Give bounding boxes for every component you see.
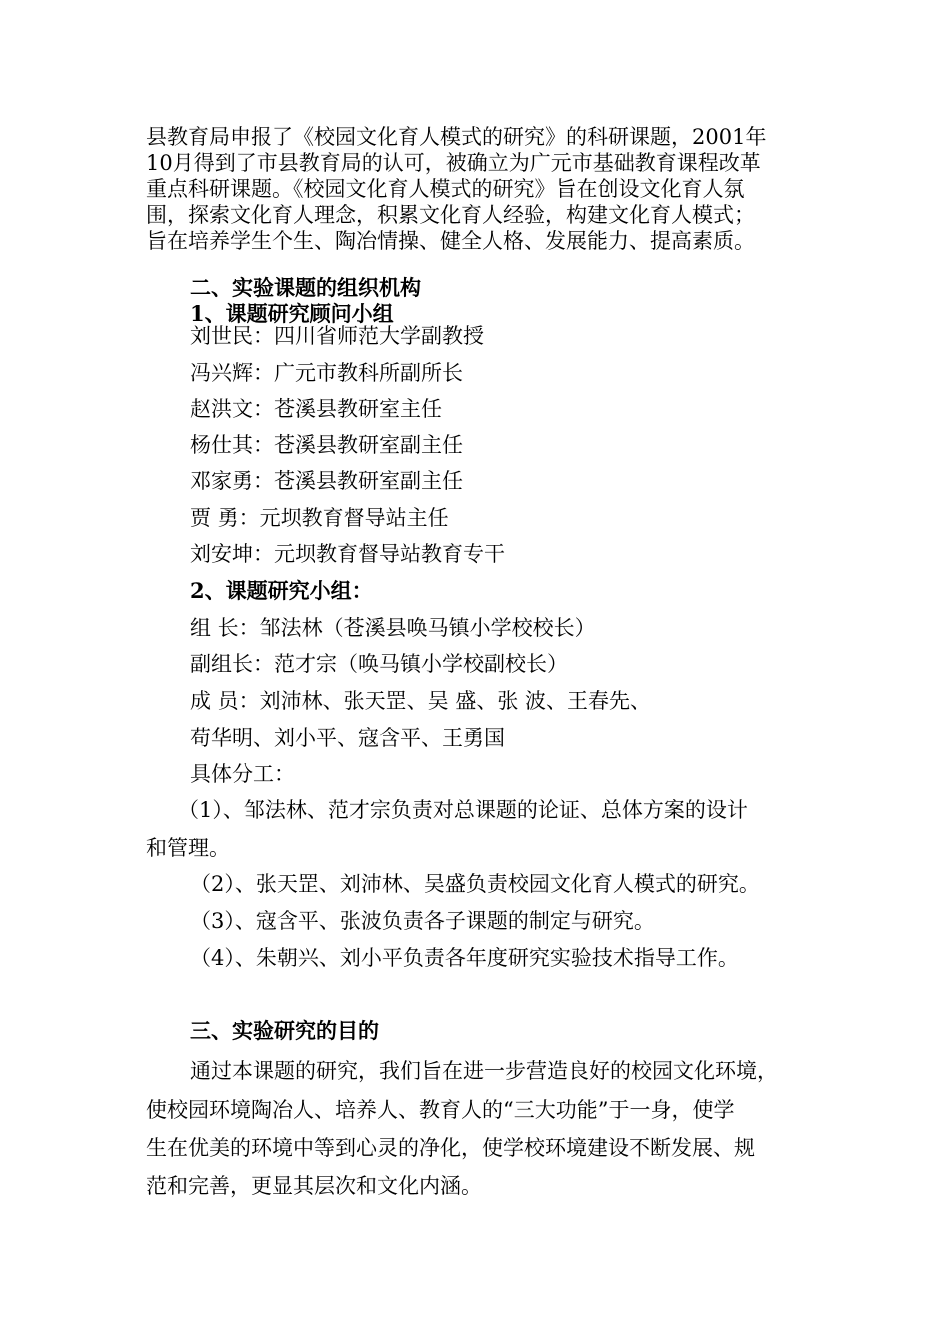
body-line: 范和完善，更显其层次和文化内涵。 [146,1174,482,1198]
advisor-entry: 赵洪文：苍溪县教研室主任 [190,397,442,421]
intro-line: 重点科研课题。《校园文化育人模式的研究》旨在创设文化育人氛 [146,177,745,201]
duty-entry: （2）、张天罡、刘沛林、吴盛负责校园文化育人模式的研究。 [190,872,760,896]
advisor-entry: 冯兴辉：广元市教科所副所长 [190,361,463,385]
group-entry: 具体分工： [190,762,295,786]
group-entry: 副组长：范才宗（唤马镇小学校副校长） [190,652,568,676]
group-entry: 苟华明、刘小平、寇含平、王勇国 [190,726,505,750]
intro-line: 旨在培养学生个生、陶冶情操、健全人格、发展能力、提高素质。 [146,229,755,253]
advisor-entry: 贾 勇：元坝教育督导站主任 [190,506,449,530]
intro-line: 围，探索文化育人理念，积累文化育人经验，构建文化育人模式； [146,203,755,227]
advisor-entry: 杨仕其：苍溪县教研室副主任 [190,433,463,457]
duty-entry: 和管理。 [146,836,230,860]
duty-entry: （4）、朱朝兴、刘小平负责各年度研究实验技术指导工作。 [190,946,739,970]
advisor-entry: 刘安坤：元坝教育督导站教育专干 [190,542,505,566]
group-entry: 成 员：刘沛林、张天罡、吴 盛、张 波、王春先、 [190,689,652,713]
group-entry: 组 长：邹法林（苍溪县唤马镇小学校校长） [190,616,596,640]
section-heading: 三、实验研究的目的 [190,1018,379,1043]
body-line: 生在优美的环境中等到心灵的净化，使学校环境建设不断发展、规 [146,1136,755,1160]
advisor-entry: 邓家勇：苍溪县教研室副主任 [190,469,463,493]
section-heading: 二、实验课题的组织机构 [190,275,421,300]
subsection-heading: 1、课题研究顾问小组 [190,301,394,326]
body-line: 通过本课题的研究，我们旨在进一步营造良好的校园文化环境， [190,1059,778,1083]
subsection-heading: 2、课题研究小组： [190,578,373,603]
advisor-entry: 刘世民：四川省师范大学副教授 [190,324,484,348]
intro-line: 10月得到了市县教育局的认可，被确立为广元市基础教育课程改革 [146,151,761,175]
body-line: 使校园环境陶冶人、培养人、教育人的“三大功能”于一身，使学 [146,1098,735,1122]
duty-entry: （3）、寇含平、张波负责各子课题的制定与研究。 [190,909,655,933]
duty-entry: （1）、邹法林、范才宗负责对总课题的论证、总体方案的设计 [178,798,748,822]
intro-line: 县教育局申报了《校园文化育人模式的研究》的科研课题，2001年 [146,125,767,149]
